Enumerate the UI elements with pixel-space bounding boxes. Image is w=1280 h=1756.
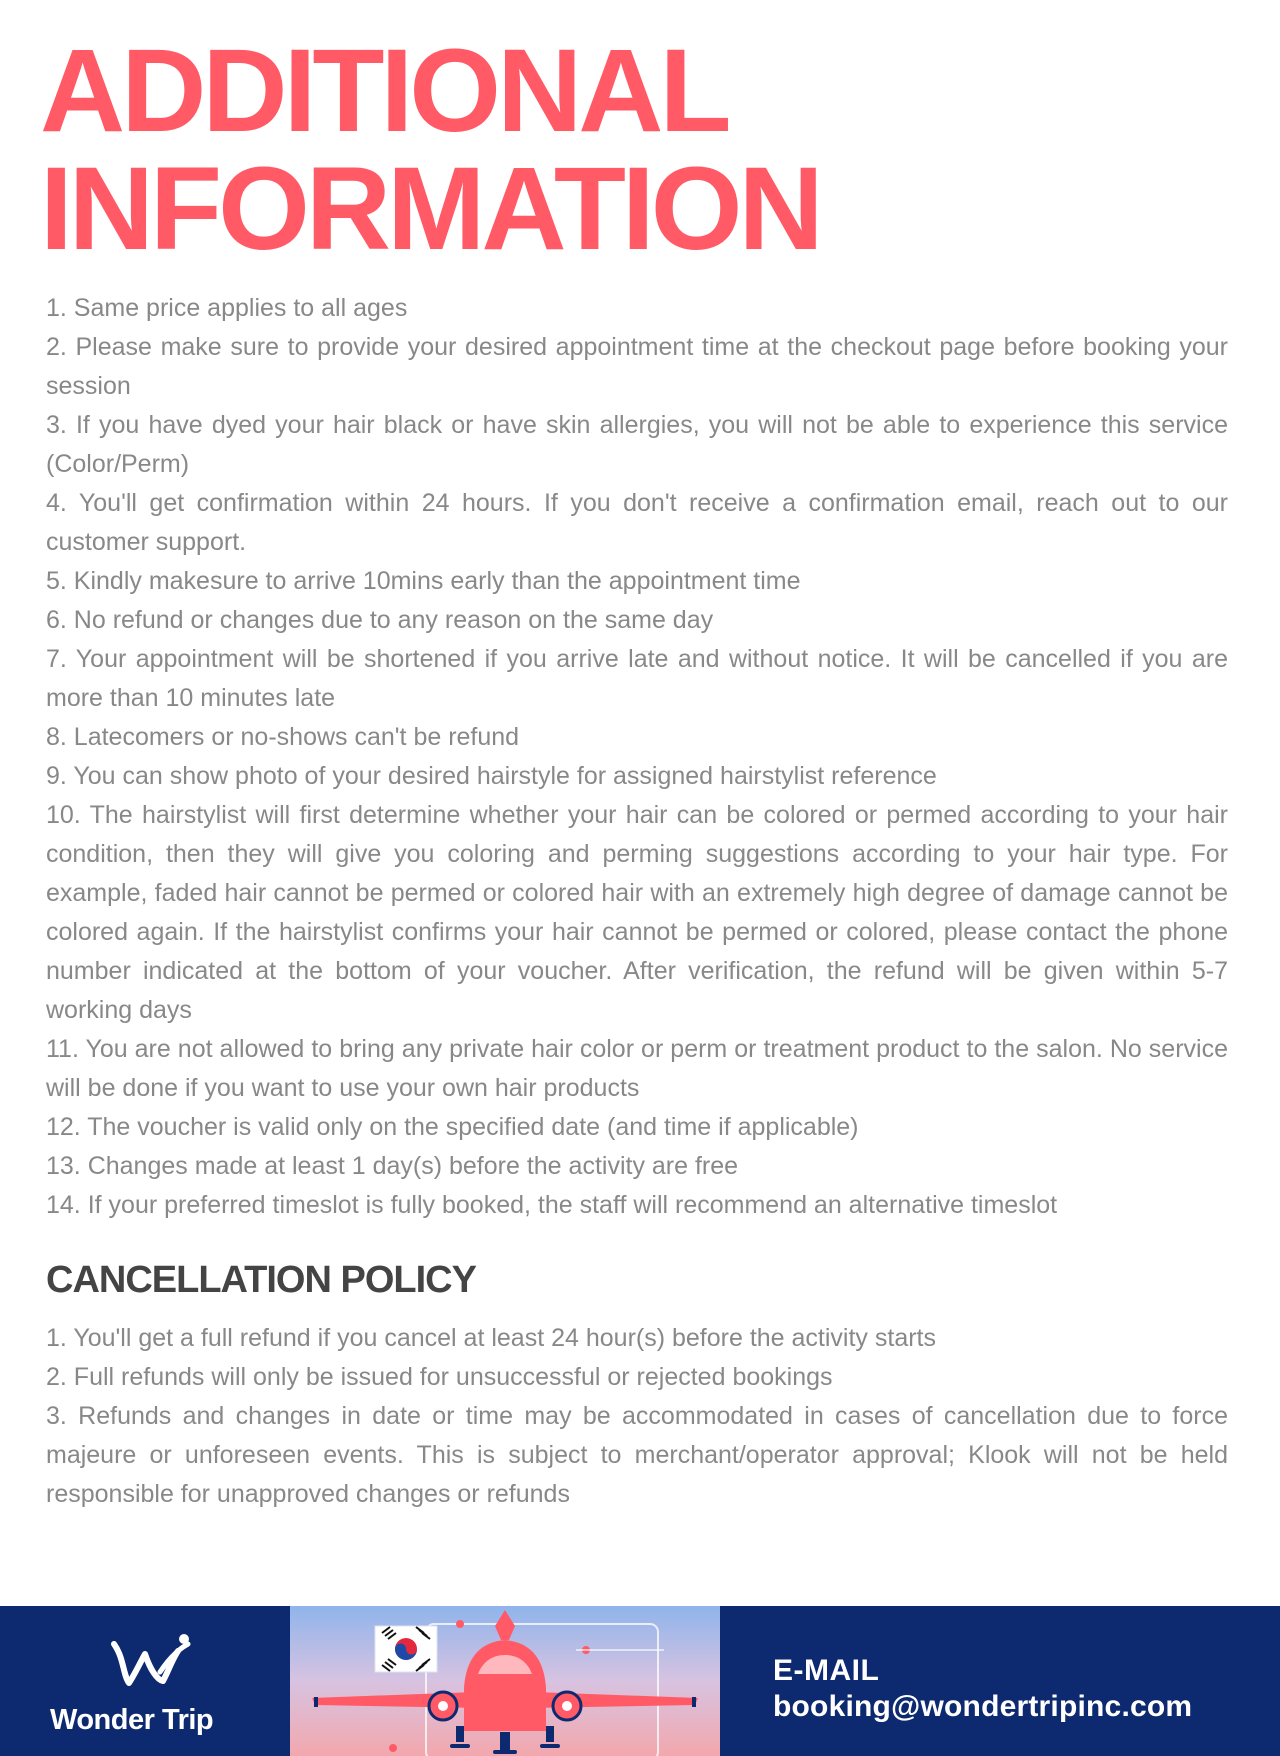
info-item-13: 13. Changes made at least 1 day(s) before the activity are free (46, 1152, 739, 1180)
airplane-icon (312, 1610, 698, 1752)
policy-item-3: 3. Refunds and changes in date or time may be accommodated in cases of cancellation due to force majeure or unforeseen events. This is subject to merchant/operator approval; Klook will not be held responsible for unapproved changes or refunds (46, 1402, 1228, 1508)
brand-block (30, 1606, 275, 1756)
title-line-2: INFORMATION (40, 143, 820, 275)
info-item-1: 1. Same price applies to all ages (46, 294, 408, 322)
wonder-trip-logo-icon (106, 1632, 198, 1696)
email-address[interactable]: booking@wondertripinc.com (773, 1690, 1193, 1723)
info-item-10: 10. The hairstylist will first determine whether your hair can be colored or permed according to your hair condition, then they will give you coloring and perming suggestions according to your hair type. For example, faded hair cannot be permed or colored hair with an extremely high degree of damage cannot be colored again. If the hairstylist confirms your hair cannot be permed or colored, please contact the phone number indicated at the bottom of your voucher. After verification, the refund will be given within 5-7 working days (46, 801, 1228, 1024)
contact-block (773, 1653, 1243, 1725)
travel-banner (290, 1606, 720, 1756)
title-line-1: ADDITIONAL (40, 25, 728, 157)
airplane-illustration (290, 1606, 720, 1756)
info-item-2: 2. Please make sure to provide your desired appointment time at the checkout page before booking your session (46, 333, 1228, 400)
info-item-6: 6. No refund or changes due to any reason on the same day (46, 606, 714, 634)
info-item-4: 4. You'll get confirmation within 24 hours. If you don't receive a confirmation email, reach out to our customer support. (46, 489, 1228, 556)
additional-information-list (46, 289, 1228, 1225)
info-item-5: 5. Kindly makesure to arrive 10mins early than the appointment time (46, 567, 801, 595)
info-item-12: 12. The voucher is valid only on the specified date (and time if applicable) (46, 1113, 859, 1141)
cancellation-policy-list (46, 1319, 1228, 1514)
info-item-3: 3. If you have dyed your hair black or have skin allergies, you will not be able to experience this service (Color/Perm) (46, 411, 1228, 478)
info-item-11: 11. You are not allowed to bring any private hair color or perm or treatment product to the salon. No service will be done if you want to use your own hair products (46, 1035, 1228, 1102)
policy-item-2: 2. Full refunds will only be issued for unsuccessful or rejected bookings (46, 1363, 833, 1391)
policy-item-1: 1. You'll get a full refund if you cancel at least 24 hour(s) before the activity starts (46, 1324, 936, 1352)
info-item-8: 8. Latecomers or no-shows can't be refund (46, 723, 520, 751)
footer (0, 1606, 1280, 1756)
cancellation-policy-title: CANCELLATION POLICY (46, 1259, 476, 1301)
email-label: E-MAIL (773, 1654, 880, 1687)
info-item-7: 7. Your appointment will be shortened if you arrive late and without notice. It will be cancelled if you are more than 10 minutes late (46, 645, 1228, 712)
page-title (40, 25, 820, 275)
info-item-9: 9. You can show photo of your desired hairstyle for assigned hairstylist reference (46, 762, 937, 790)
info-item-14: 14. If your preferred timeslot is fully booked, the staff will recommend an alternative timeslot (46, 1191, 1058, 1219)
brand-name: Wonder Trip (50, 1704, 214, 1736)
south-korea-flag-icon (375, 1626, 437, 1672)
